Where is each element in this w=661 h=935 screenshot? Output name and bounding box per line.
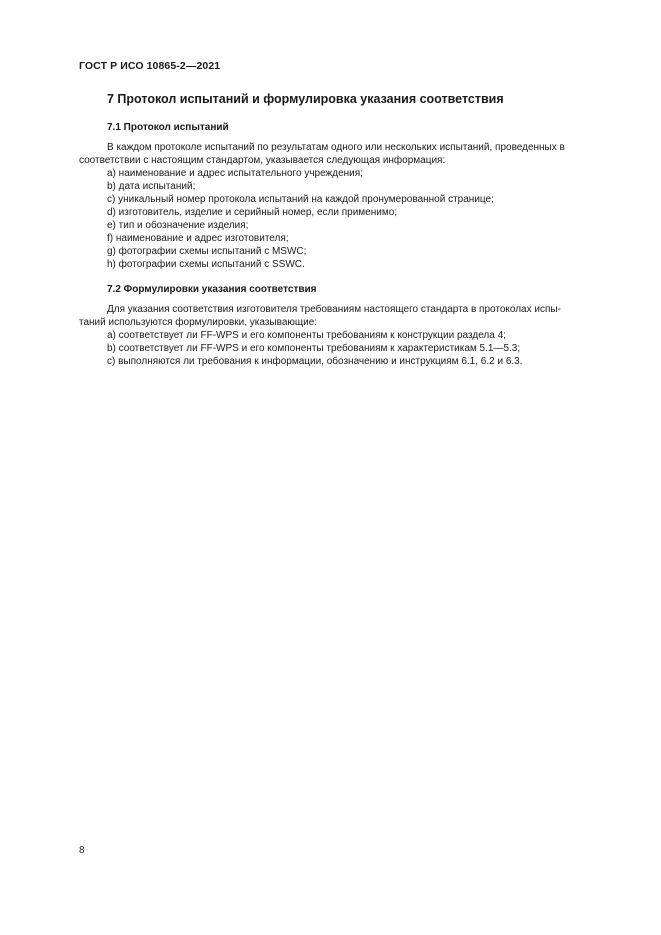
section-7-2-intro-line-1: Для указания соответствия изготовителя требованиям настоящего стандарта в протоколах испы- <box>107 304 561 315</box>
section-7-2-title: 7.2 Формулировки указания соответствия <box>107 284 317 295</box>
list-item: h) фотографии схемы испытаний с SSWC. <box>107 259 305 270</box>
section-7-2-intro <box>79 303 615 329</box>
list-item: c) уникальный номер протокола испытаний на каждой пронумерованной странице; <box>107 194 494 205</box>
list-item: d) изготовитель, изделие и серийный номер, если применимо; <box>107 207 398 218</box>
section-7-1-intro-line-2: соответствии с настоящим стандартом, указывается следующая информация: <box>79 155 446 166</box>
section-7-2-list <box>107 329 523 368</box>
list-item: e) тип и обозначение изделия; <box>107 220 249 231</box>
document-header: ГОСТ Р ИСО 10865-2—2021 <box>79 60 221 72</box>
list-item: a) соответствует ли FF-WPS и его компоненты требованиям к конструкции раздела 4; <box>107 330 506 341</box>
list-item: g) фотографии схемы испытаний с MSWC; <box>107 246 307 257</box>
list-item: b) соответствует ли FF-WPS и его компоненты требованиям к характеристикам 5.1—5.3; <box>107 343 521 354</box>
list-item: c) выполняются ли требования к информации, обозначению и инструкциям 6.1, 6.2 и 6.3. <box>107 356 523 367</box>
section-7-1-title: 7.1 Протокол испытаний <box>107 122 229 133</box>
list-item: a) наименование и адрес испытательного учреждения; <box>107 168 363 179</box>
page-number: 8 <box>79 845 85 856</box>
list-item: f) наименование и адрес изготовителя; <box>107 233 289 244</box>
section-7-1-intro-line-1: В каждом протоколе испытаний по результатам одного или нескольких испытаний, проведенных в <box>107 142 565 153</box>
section-7-title: 7 Протокол испытаний и формулировка указания соответствия <box>107 92 504 106</box>
section-7-1-intro <box>79 141 615 167</box>
list-item: b) дата испытаний; <box>107 181 196 192</box>
section-7-1-list <box>107 167 494 271</box>
section-7-2-intro-line-2: таний используются формулировки, указывающие: <box>79 317 318 328</box>
